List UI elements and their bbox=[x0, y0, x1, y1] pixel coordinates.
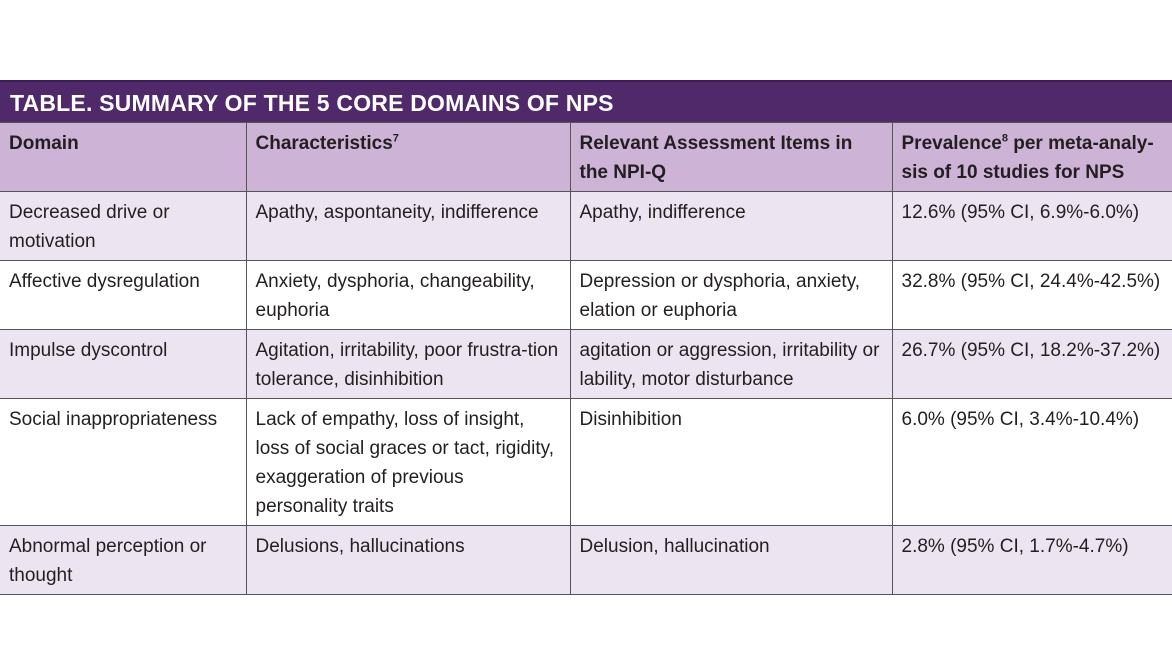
cell-assessment: Delusion, hallucination bbox=[570, 526, 892, 595]
table-row bbox=[0, 399, 1172, 526]
table-row bbox=[0, 330, 1172, 399]
cell-assessment: agitation or aggression, irritability or lability, motor disturbance bbox=[570, 330, 892, 399]
cell-prevalence: 12.6% (95% CI, 6.9%-6.0%) bbox=[892, 192, 1172, 261]
cell-prevalence: 26.7% (95% CI, 18.2%-37.2%) bbox=[892, 330, 1172, 399]
table-row bbox=[0, 192, 1172, 261]
cell-domain: Abnormal perception or thought bbox=[0, 526, 246, 595]
cell-domain: Affective dysregulation bbox=[0, 261, 246, 330]
header-prevalence: Prevalence$^8$ per meta-analy-sis of 10 studies for NPS bbox=[892, 123, 1172, 192]
header-row bbox=[0, 123, 1172, 192]
header-domain: Domain bbox=[0, 123, 246, 192]
cell-domain: Social inappropriateness bbox=[0, 399, 246, 526]
table-row bbox=[0, 261, 1172, 330]
cell-characteristics: Delusions, hallucinations bbox=[246, 526, 570, 595]
cell-characteristics: Agitation, irritability, poor frustra-tion tolerance, disinhibition bbox=[246, 330, 570, 399]
cell-assessment: Depression or dysphoria, anxiety, elation or euphoria bbox=[570, 261, 892, 330]
cell-prevalence: 32.8% (95% CI, 24.4%-42.5%) bbox=[892, 261, 1172, 330]
table-row bbox=[0, 526, 1172, 595]
header-assessment-items: Relevant Assessment Items in the NPI-Q bbox=[570, 123, 892, 192]
cell-assessment: Disinhibition bbox=[570, 399, 892, 526]
domains-table bbox=[0, 122, 1172, 595]
cell-domain: Impulse dyscontrol bbox=[0, 330, 246, 399]
cell-characteristics: Apathy, aspontaneity, indifference bbox=[246, 192, 570, 261]
cell-assessment: Apathy, indifference bbox=[570, 192, 892, 261]
cell-prevalence: 6.0% (95% CI, 3.4%-10.4%) bbox=[892, 399, 1172, 526]
cell-characteristics: Anxiety, dysphoria, changeability, euphoria bbox=[246, 261, 570, 330]
cell-characteristics: Lack of empathy, loss of insight, loss of social graces or tact, rigidity, exaggeration of previous personality traits bbox=[246, 399, 570, 526]
table-title: TABLE. SUMMARY OF THE 5 CORE DOMAINS OF NPS bbox=[0, 80, 1172, 122]
cell-domain: Decreased drive or motivation bbox=[0, 192, 246, 261]
nps-summary-table bbox=[0, 80, 1172, 595]
header-characteristics: Characteristics$^7$ bbox=[246, 123, 570, 192]
cell-prevalence: 2.8% (95% CI, 1.7%-4.7%) bbox=[892, 526, 1172, 595]
